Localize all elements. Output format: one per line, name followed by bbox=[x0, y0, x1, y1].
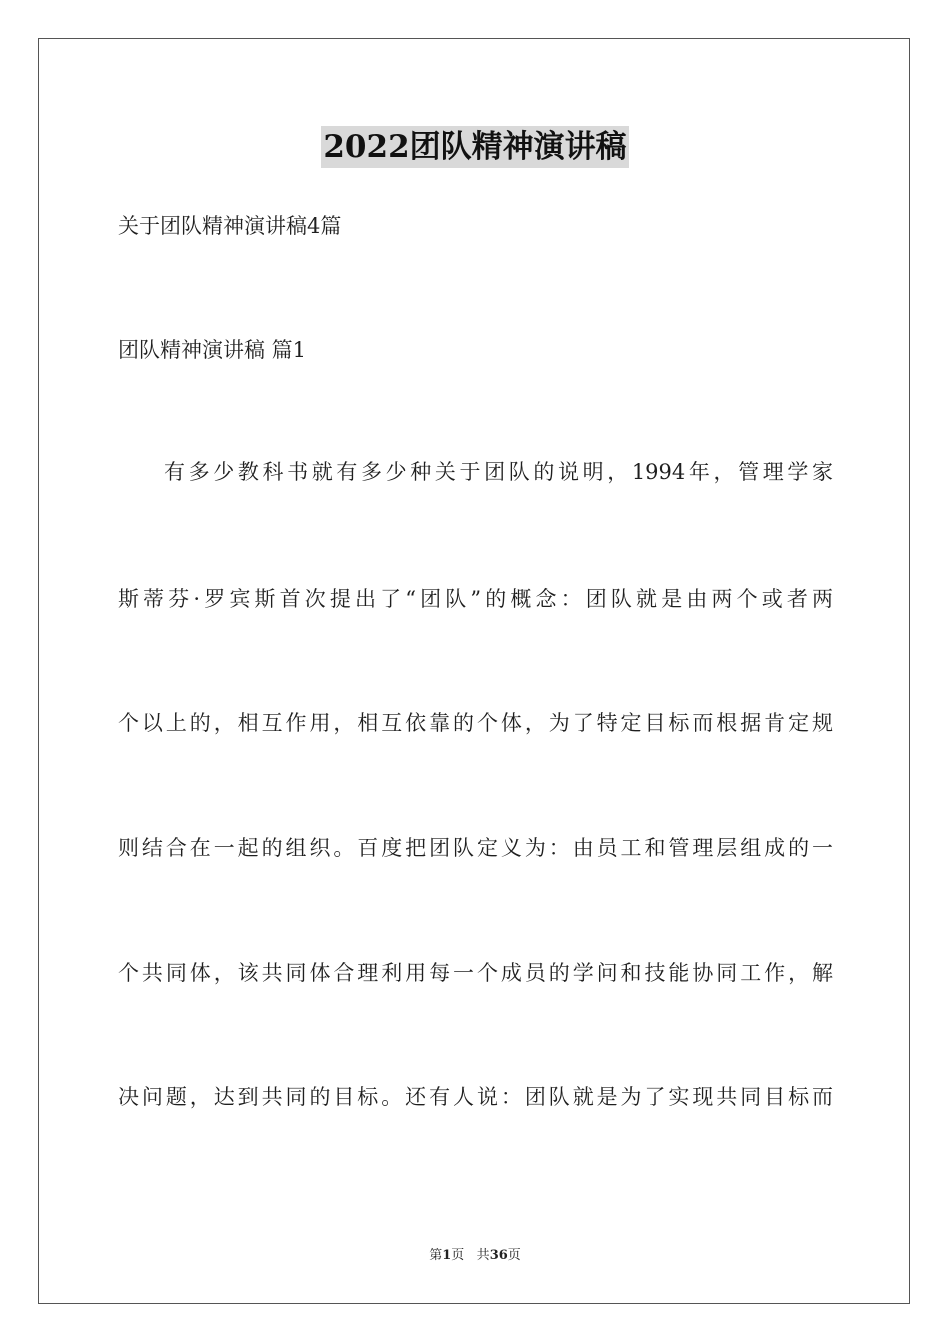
paragraph-line-6: 决问题，达到共同的目标。还有人说：团队就是为了实现共同目标而 bbox=[118, 1085, 833, 1109]
footer-current-page: 1 bbox=[442, 1248, 452, 1263]
title-container bbox=[0, 126, 950, 168]
footer-page-suffix: 页 bbox=[451, 1248, 465, 1263]
paragraph-line-1: 有多少教科书就有多少种关于团队的说明，1994年，管理学家 bbox=[164, 460, 833, 484]
footer-page-prefix: 第 bbox=[429, 1248, 443, 1263]
footer-total-prefix: 共 bbox=[476, 1248, 490, 1263]
paragraph-line-4: 则结合在一起的组织。百度把团队定义为：由员工和管理层组成的一 bbox=[118, 836, 833, 860]
document-subtitle: 关于团队精神演讲稿4篇 bbox=[118, 214, 342, 238]
paragraph-line-3: 个以上的，相互作用，相互依靠的个体，为了特定目标而根据肯定规 bbox=[118, 711, 833, 735]
footer-total-pages: 36 bbox=[489, 1248, 508, 1263]
page-footer bbox=[0, 1244, 950, 1263]
paragraph-line-5: 个共同体，该共同体合理利用每一个成员的学问和技能协同工作，解 bbox=[118, 961, 833, 985]
footer-total-suffix: 页 bbox=[507, 1248, 521, 1263]
section-heading: 团队精神演讲稿 篇1 bbox=[118, 338, 307, 362]
paragraph-line-2: 斯蒂芬·罗宾斯首次提出了“团队”的概念：团队就是由两个或者两 bbox=[118, 587, 833, 611]
document-title: 2022团队精神演讲稿 bbox=[321, 126, 628, 168]
